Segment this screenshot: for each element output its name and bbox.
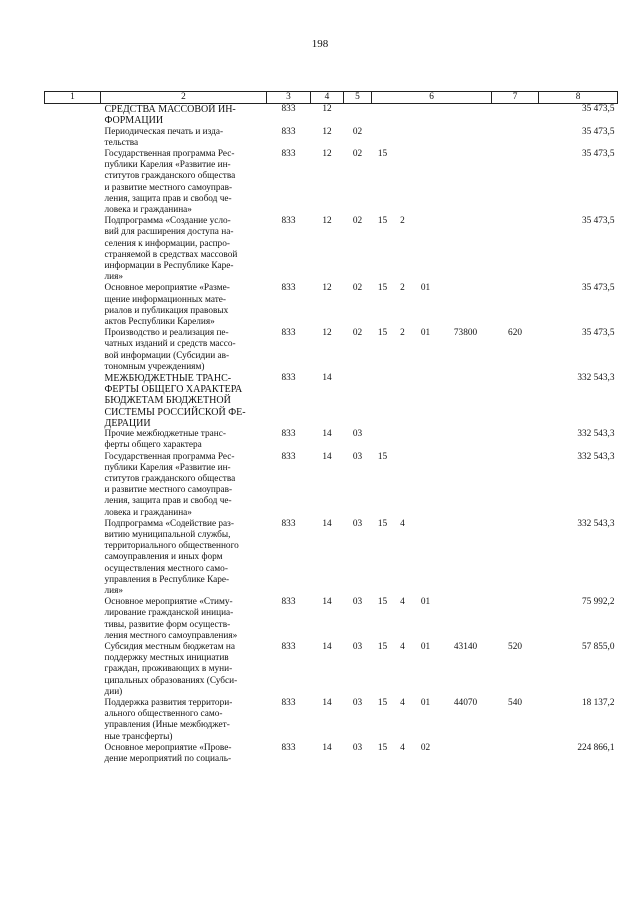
cell-c6c [412,373,440,429]
cell-c3: 833 [281,518,296,529]
cell-c3: 833 [281,328,296,339]
cell-c6c [412,216,440,283]
cell-c6c: 01 [420,697,431,708]
cell-c7 [492,104,539,127]
cell-c8: 57 855,0 [581,641,615,652]
cell-c6a [372,104,394,127]
cell-col-1 [45,452,101,519]
cell-c8: 35 473,5 [581,126,615,137]
cell-c5: 02 [352,126,363,137]
cell-c5: 02 [352,328,363,339]
cell-c6b: 2 [400,216,405,227]
cell-col-1 [45,104,101,127]
cell-c4: 12 [322,104,332,115]
cell-c6c [412,104,440,127]
cell-c7 [492,127,539,149]
cell-c7 [492,743,539,765]
cell-c6a [372,127,394,149]
cell-c6b [394,104,412,127]
cell-c8: 35 473,5 [581,104,615,115]
cell-c6a [372,429,394,451]
cell-c6d [440,216,492,283]
cell-c6d [440,452,492,519]
cell-c5 [344,104,372,127]
cell-c6a: 15 [377,283,388,294]
cell-c3: 833 [281,641,296,652]
cell-c4: 14 [322,429,332,440]
cell-name: Производство и реализация пе- чатных изданий и средств массо- вой информации (Субсидии ав- тономным учреждениям) [104,328,236,372]
cell-name: СРЕДСТВА МАССОВОЙ ИН- ФОРМАЦИИ [104,104,236,127]
cell-c6a: 15 [377,697,388,708]
cell-name: Подпрограмма «Содействие раз- витию муниципальной службы, территориального общественного самоуправления и иных форм осуществления местного само- управления в Республике Каре- лия» [104,518,239,596]
cell-name: Подпрограмма «Создание усло- вий для расширения доступа на- селения к информации, распро- страняемой в средствах массовой информации в Республике Каре- лия» [104,216,238,283]
cell-c5: 02 [352,216,363,227]
cell-c5: 03 [352,518,363,529]
cell-c8: 75 992,2 [581,597,615,608]
cell-c6d [440,104,492,127]
cell-c6c [412,519,440,597]
cell-name: Государственная программа Рес- публики Карелия «Развитие ин- ститутов гражданского общества и развитие местного самоуправ- ления, защита прав и свобод че- ловека и гражданина» [104,149,236,216]
cell-c6b: 4 [400,641,405,652]
cell-col-1 [45,743,101,765]
cell-col-1 [45,216,101,283]
cell-c3: 833 [281,149,296,160]
cell-c3: 833 [281,697,296,708]
cell-col-1 [45,642,101,698]
cell-c6b [394,127,412,149]
table-row [45,698,618,743]
cell-c4: 14 [322,697,332,708]
cell-c7 [492,216,539,283]
cell-c5: 03 [352,742,363,753]
header-col-5: 5 [344,92,372,104]
cell-c6b: 4 [400,518,405,529]
cell-c7: 520 [508,641,522,652]
table-body [45,104,618,765]
cell-col-1 [45,328,101,373]
table-row [45,429,618,451]
cell-c4: 14 [322,641,332,652]
cell-c6d [440,127,492,149]
cell-col-1 [45,519,101,597]
cell-c6d [440,149,492,216]
cell-c7 [492,429,539,451]
cell-c6b [394,452,412,519]
cell-c6a: 15 [377,742,388,753]
cell-c7: 540 [508,697,522,708]
cell-c6d: 43140 [453,641,478,652]
table-row [45,642,618,698]
cell-c5: 03 [352,597,363,608]
cell-c3: 833 [281,104,296,115]
cell-c8: 35 473,5 [581,216,615,227]
cell-c7 [492,597,539,642]
cell-c6b [394,149,412,216]
table-row [45,328,618,373]
cell-name: Основное мероприятие «Стиму- лирование гражданской инициа- тивы, развитие форм осуществ- ления местного самоуправления» [104,597,238,641]
header-col-1: 1 [45,92,101,104]
table-row [45,519,618,597]
cell-c8: 332 543,3 [577,429,615,440]
table-row [45,373,618,429]
header-col-6: 6 [372,92,492,104]
page-number: 198 [311,38,329,50]
cell-name: Периодическая печать и изда- тельства [104,126,224,148]
table-row [45,743,618,765]
cell-c8: 332 543,3 [577,373,615,384]
cell-c3: 833 [281,126,296,137]
cell-c8: 332 543,3 [577,518,615,529]
table-row [45,216,618,283]
cell-c5: 03 [352,641,363,652]
cell-c6b: 4 [400,597,405,608]
cell-c4: 14 [322,518,332,529]
cell-c4: 14 [322,373,332,384]
table-row [45,452,618,519]
cell-c6c: 01 [420,597,431,608]
cell-c7 [492,452,539,519]
cell-c5: 03 [352,451,363,462]
cell-name: Государственная программа Рес- публики Карелия «Развитие ин- ститутов гражданского общества и развитие местного самоуправ- ления, защита прав и свобод че- ловека и гражданина» [104,451,236,518]
cell-c6d [440,429,492,451]
cell-c6d [440,597,492,642]
cell-c7 [492,519,539,597]
cell-c4: 12 [322,126,332,137]
cell-c6a: 15 [377,216,388,227]
cell-c4: 12 [322,283,332,294]
cell-c5: 03 [352,697,363,708]
cell-c6d [440,283,492,328]
cell-c3: 833 [281,373,296,384]
cell-c5: 02 [352,149,363,160]
cell-c4: 14 [322,742,332,753]
cell-c7: 620 [508,328,522,339]
cell-c5 [344,373,372,429]
cell-col-1 [45,698,101,743]
cell-col-1 [45,149,101,216]
table-row [45,149,618,216]
cell-c6d [440,743,492,765]
cell-c3: 833 [281,283,296,294]
cell-c6a: 15 [377,641,388,652]
cell-c4: 12 [322,149,332,160]
cell-c8: 332 543,3 [577,451,615,462]
table-row [45,283,618,328]
cell-c6a: 15 [377,328,388,339]
cell-c3: 833 [281,216,296,227]
cell-c6b [394,429,412,451]
cell-c8: 224 866,1 [577,742,615,753]
cell-c7 [492,373,539,429]
cell-col-1 [45,373,101,429]
cell-c8: 18 137,2 [581,697,615,708]
cell-c3: 833 [281,429,296,440]
cell-c3: 833 [281,742,296,753]
cell-c6c: 01 [420,328,431,339]
cell-c4: 12 [322,216,332,227]
cell-c6c [412,429,440,451]
cell-c6b: 4 [400,742,405,753]
cell-c4: 14 [322,451,332,462]
table-row [45,597,618,642]
cell-c6b: 2 [400,283,405,294]
table-row [45,127,618,149]
cell-c6a: 15 [377,597,388,608]
cell-col-1 [45,283,101,328]
cell-c6a: 15 [377,518,388,529]
cell-c6c: 02 [420,742,431,753]
cell-name: Поддержка развития территори- ального общественного само- управления (Иные межбюджет- ные трансферты) [104,697,233,742]
cell-col-1 [45,127,101,149]
cell-c7 [492,283,539,328]
cell-c5: 02 [352,283,363,294]
cell-c6d [440,519,492,597]
header-col-7: 7 [492,92,539,104]
cell-name: Субсидия местным бюджетам на поддержку местных инициатив граждан, проживающих в муни- ципальных образованиях (Субси- дии) [104,641,238,697]
table-header [45,92,618,104]
table-row [45,104,618,127]
cell-c6b: 4 [400,697,405,708]
cell-c6a [372,373,394,429]
cell-c5: 03 [352,429,363,440]
cell-c6c [412,149,440,216]
header-col-3: 3 [267,92,311,104]
cell-name: Основное мероприятие «Прове- дение мероприятий по социаль- [104,742,232,764]
cell-name: Основное мероприятие «Разме- щение информационных мате- риалов и публикация правовых актов Республики Карелия» [104,283,230,328]
cell-c6c: 01 [420,641,431,652]
cell-c6d: 73800 [453,328,478,339]
cell-c6b [394,373,412,429]
cell-c8: 35 473,5 [581,149,615,160]
cell-c6c [412,127,440,149]
header-col-4: 4 [311,92,344,104]
cell-col-1 [45,597,101,642]
cell-c6d [440,373,492,429]
cell-c6c: 01 [420,283,431,294]
cell-c6b: 2 [400,328,405,339]
cell-c6c [412,452,440,519]
cell-c8: 35 473,5 [581,283,615,294]
budget-table [44,91,618,765]
cell-name: Прочие межбюджетные транс- ферты общего характера [104,429,226,451]
cell-c4: 14 [322,597,332,608]
cell-c7 [492,149,539,216]
cell-col-1 [45,429,101,451]
header-col-8: 8 [539,92,618,104]
cell-c6a: 15 [377,149,388,160]
cell-name: МЕЖБЮДЖЕТНЫЕ ТРАНС- ФЕРТЫ ОБЩЕГО ХАРАКТЕРА БЮДЖЕТАМ БЮДЖЕТНОЙ СИСТЕМЫ РОССИЙСКОЙ ФЕ- ДЕРАЦИИ [104,373,246,429]
cell-c8: 35 473,5 [581,328,615,339]
cell-c6a: 15 [377,451,388,462]
cell-c4: 12 [322,328,332,339]
cell-c3: 833 [281,451,296,462]
cell-c3: 833 [281,597,296,608]
cell-c6d: 44070 [453,697,478,708]
header-col-2: 2 [101,92,267,104]
